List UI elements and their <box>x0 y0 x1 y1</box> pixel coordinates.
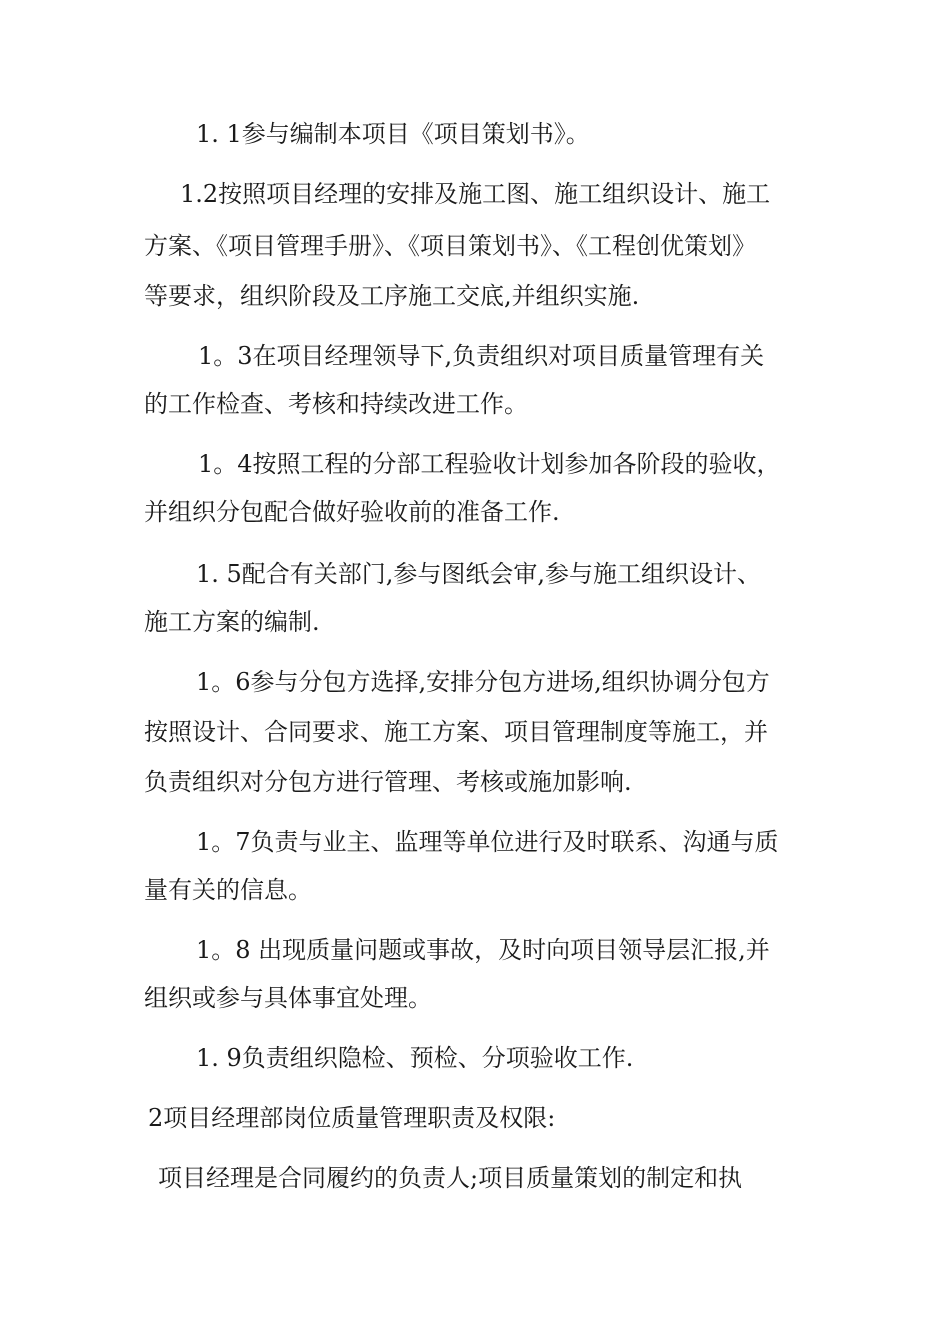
paragraph-1-6-line-3: 负责组织对分包方进行管理、考核或施加影响. <box>144 768 632 796</box>
paragraph-1-2-line-1: 1.2按照项目经理的安排及施工图、施工组织设计、施工 <box>180 180 771 208</box>
paragraph-1-6-line-1: 1。6参与分包方选择,安排分包方进场,组织协调分包方 <box>196 668 770 696</box>
paragraph-1-3-line-1: 1。3在项目经理领导下,负责组织对项目质量管理有关 <box>198 342 765 370</box>
paragraph-1-6-line-2: 按照设计、合同要求、施工方案、项目管理制度等施工，并 <box>144 718 768 746</box>
paragraph-1-1-line-1: 1. 1参与编制本项目《项目策划书》。 <box>196 120 590 148</box>
paragraph-1-8-line-2: 组织或参与具体事宜处理。 <box>144 984 432 1012</box>
paragraph-1-9-line-1: 1. 9负责组织隐检、预检、分项验收工作. <box>196 1044 634 1072</box>
paragraph-2-line-1: 项目经理是合同履约的负责人;项目质量策划的制定和执 <box>158 1164 743 1192</box>
paragraph-1-5-line-1: 1. 5配合有关部门,参与图纸会审,参与施工组织设计、 <box>196 560 762 588</box>
paragraph-1-3-line-2: 的工作检查、考核和持续改进工作。 <box>144 390 528 418</box>
paragraph-1-5-line-2: 施工方案的编制. <box>144 608 320 636</box>
paragraph-1-2-line-2: 方案、《项目管理手册》、《项目策划书》、《工程创优策划》 <box>144 232 756 260</box>
paragraph-1-2-line-3: 等要求，组织阶段及工序施工交底,并组织实施. <box>144 282 640 310</box>
paragraph-1-7-line-1: 1。7负责与业主、监理等单位进行及时联系、沟通与质 <box>196 828 779 856</box>
paragraph-1-7-line-2: 量有关的信息。 <box>144 876 312 904</box>
paragraph-1-4-line-1: 1。4按照工程的分部工程验收计划参加各阶段的验收， <box>198 450 781 478</box>
paragraph-1-4-line-2: 并组织分包配合做好验收前的准备工作. <box>144 498 560 526</box>
paragraph-1-8-line-1: 1。8 出现质量问题或事故，及时向项目领导层汇报,并 <box>196 936 770 964</box>
section-2-heading: 2项目经理部岗位质量管理职责及权限: <box>148 1104 556 1132</box>
